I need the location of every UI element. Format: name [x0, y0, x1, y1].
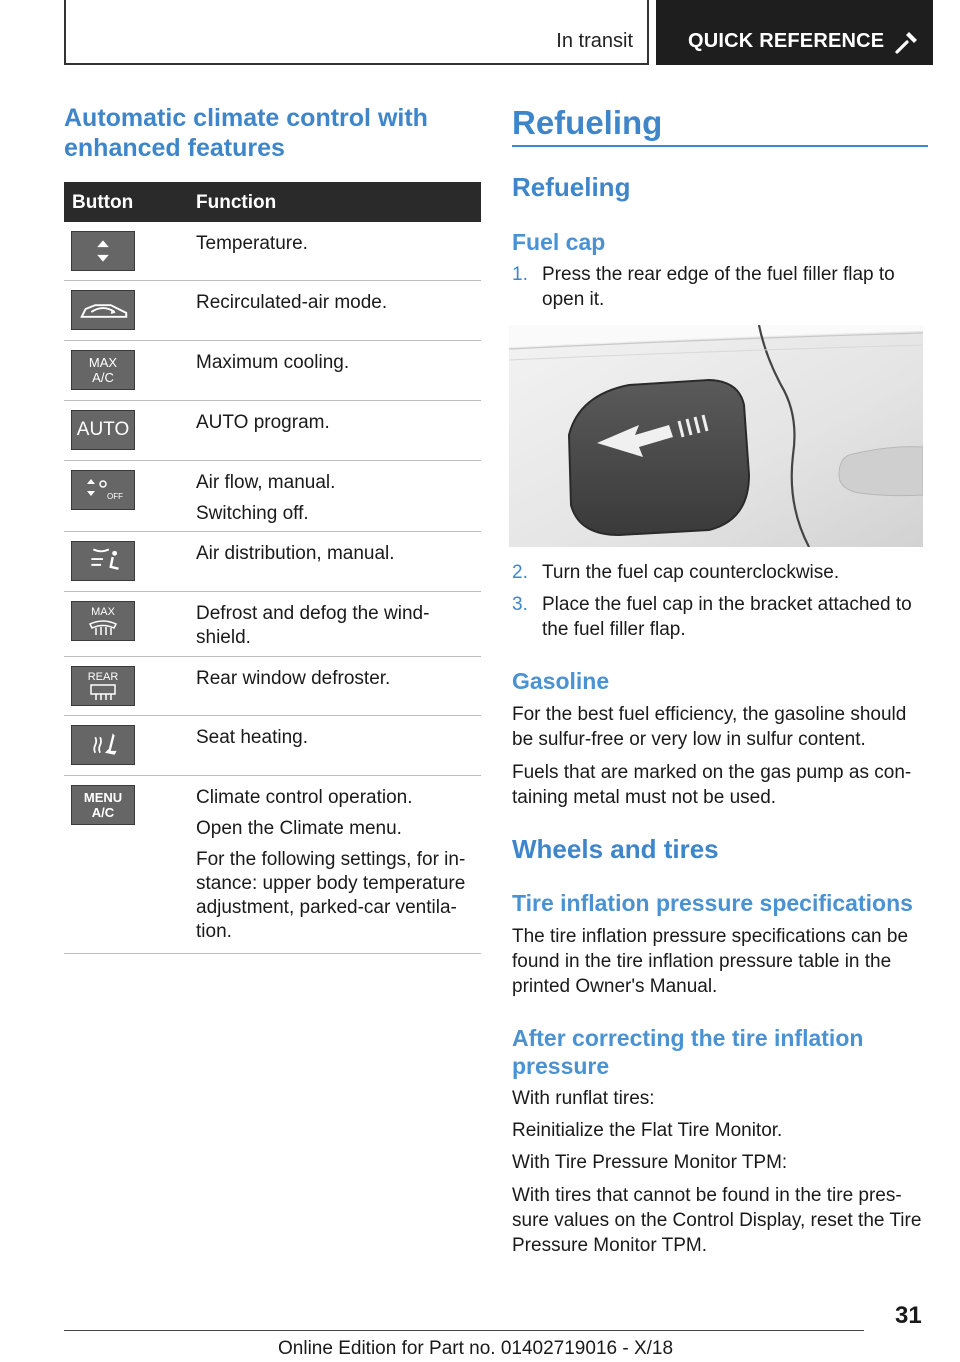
table-row	[64, 461, 481, 532]
runflat-instruction: Reinitialize the Flat Tire Monitor.	[512, 1120, 783, 1141]
after-correcting-heading: After correcting the tire inflation pressure	[512, 1025, 864, 1079]
gasoline-paragraph-1: For the best fuel efficiency, the gasoline should be sulfur-free or very low in sulfur content.	[512, 704, 907, 750]
table-row	[64, 281, 481, 341]
function-text: Recirculated-air mode.	[196, 292, 388, 313]
section-title: Refueling	[512, 104, 663, 141]
table-row	[64, 401, 481, 461]
function-text: Temperature.	[196, 233, 308, 254]
step-text: Turn the fuel cap counterclockwise.	[542, 562, 840, 583]
wrench-icon	[894, 29, 920, 55]
tire-spec-paragraph: The tire inflation pressure specifications can be found in the tire inflation pressure table in the printed Owner's Manual.	[512, 926, 909, 997]
step-number: 3.	[512, 594, 528, 615]
climate-button-table	[64, 182, 481, 954]
icon-label: MAX	[88, 355, 118, 370]
step-number: 1.	[512, 264, 528, 285]
title-rule	[512, 145, 928, 147]
page-number: 31	[895, 1302, 922, 1329]
table-row	[64, 657, 481, 716]
footer-rule	[64, 1330, 864, 1331]
table-row	[64, 776, 481, 954]
step-number: 2.	[512, 562, 528, 583]
gasoline-heading: Gasoline	[512, 668, 610, 694]
header-chapter-box	[656, 0, 933, 65]
icon-label: REAR	[87, 671, 119, 683]
temperature-arrows-icon	[71, 231, 135, 271]
function-text: AUTO program.	[196, 412, 330, 433]
function-text: Open the Climate menu.	[196, 818, 402, 839]
header-section-box	[64, 0, 649, 65]
function-text: For the following settings, for in-stance: upper body temperature adjustment, parked-car ventila-tion.	[196, 849, 466, 942]
table-row	[64, 592, 481, 657]
step-text: Place the fuel cap in the bracket attached to the fuel filler flap.	[542, 594, 912, 640]
function-text: Air flow, manual.	[196, 472, 336, 493]
seat-heating-icon	[71, 725, 135, 765]
step-text: Press the rear edge of the fuel filler flap to open it.	[542, 264, 895, 310]
header-function: Function	[196, 192, 277, 213]
fan-off-icon	[71, 470, 135, 510]
rear-defrost-icon	[71, 666, 135, 706]
subsection-heading: Refueling	[512, 172, 631, 202]
header-section-label: In transit	[556, 30, 633, 52]
wheels-heading: Wheels and tires	[512, 834, 719, 864]
function-text: Defrost and defog the wind-shield.	[196, 603, 430, 648]
function-text: Seat heating.	[196, 727, 308, 748]
table-row	[64, 341, 481, 401]
footer-edition: Online Edition for Part no. 01402719016 - X/18	[278, 1338, 674, 1359]
header-chapter-label: QUICK REFERENCE	[688, 30, 885, 52]
function-text: Rear window defroster.	[196, 668, 391, 689]
tpm-label: With Tire Pressure Monitor TPM:	[512, 1152, 788, 1173]
auto-icon	[71, 410, 135, 450]
function-text: Maximum cooling.	[196, 352, 350, 373]
step-1	[512, 262, 928, 312]
function-text: Climate control operation.	[196, 787, 413, 808]
function-text: Air distribution, manual.	[196, 543, 395, 564]
step-3	[512, 592, 928, 642]
menu-ac-icon	[71, 785, 135, 825]
icon-label: A/C	[92, 370, 114, 385]
climate-heading: Automatic climate control with enhanced features	[64, 104, 428, 162]
air-distribution-icon	[71, 541, 135, 581]
tire-spec-heading: Tire inflation pressure specifications	[512, 890, 913, 916]
recirculation-car-icon	[71, 290, 135, 330]
icon-label: AUTO	[76, 419, 130, 440]
runflat-label: With runflat tires:	[512, 1088, 655, 1109]
icon-label: MAX	[91, 606, 115, 618]
icon-label: A/C	[91, 805, 115, 820]
function-text: Switching off.	[196, 503, 309, 524]
max-defrost-icon	[71, 601, 135, 641]
table-row	[64, 532, 481, 592]
tpm-instruction: With tires that cannot be found in the tire pres-sure values on the Control Display, reset the Tire Pressure Monitor TPM.	[512, 1185, 922, 1256]
icon-label: MENU	[83, 790, 123, 805]
table-row	[64, 716, 481, 776]
table-header	[64, 182, 481, 222]
fuel-filler-flap-photo	[509, 325, 923, 547]
gasoline-paragraph-2: Fuels that are marked on the gas pump as con-taining metal must not be used.	[512, 762, 912, 808]
step-2	[512, 560, 928, 588]
fuel-cap-heading: Fuel cap	[512, 229, 606, 255]
header-button: Button	[72, 192, 134, 213]
icon-label: OFF	[107, 491, 123, 501]
max-ac-icon	[71, 350, 135, 390]
table-row	[64, 222, 481, 281]
